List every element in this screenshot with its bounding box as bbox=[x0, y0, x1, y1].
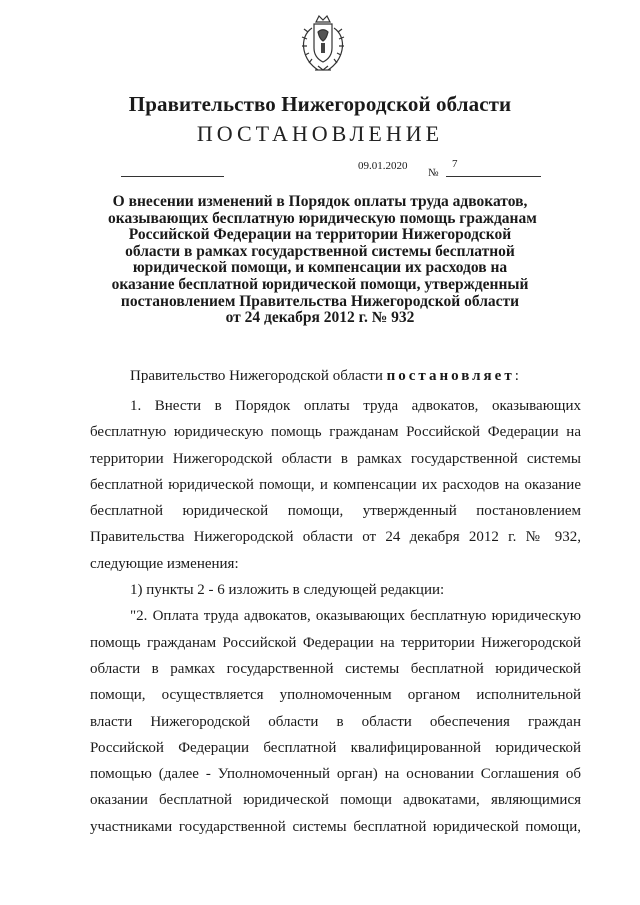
title-line: оказывающих бесплатную юридическую помощь гражданам bbox=[108, 209, 537, 227]
title-line: юридической помощи, и компенсации их расходов на bbox=[132, 259, 508, 277]
title-line: области в рамках государственной системы бесплатной bbox=[125, 242, 515, 260]
paragraph-1-line: бесплатную юридическую помощь гражданам Российской Федерации на bbox=[90, 424, 581, 441]
paragraph-3-line: "2. Оплата труда адвокатов, оказывающих бесплатную юридическую bbox=[130, 608, 581, 625]
resolves-word: постановляет bbox=[386, 368, 515, 384]
coat-of-arms-icon bbox=[298, 12, 348, 74]
title-line: постановлением Правительства Нижегородской области bbox=[120, 292, 520, 310]
paragraph-1-line: бесплатной юридической помощи, утвержденный постановлением bbox=[90, 503, 581, 520]
organization-name: Правительство Нижегородской области bbox=[128, 92, 512, 116]
paragraph-3-line: участниками государственной системы бесплатной юридической помощи, bbox=[90, 818, 581, 835]
document-body bbox=[90, 393, 581, 840]
paragraph-1-line: 1. Внести в Порядок оплаты труда адвокатов, оказывающих bbox=[130, 398, 581, 414]
resolution-intro bbox=[130, 368, 519, 385]
title-line: О внесении изменений в Порядок оплаты труда адвокатов, bbox=[112, 193, 528, 210]
paragraph-3-line: оказании бесплатной юридической помощи адвокатами, являющимися bbox=[90, 792, 581, 809]
paragraph-3-line: помощи, осуществляется уполномоченным органом исполнительной bbox=[90, 687, 581, 704]
title-line: от 24 декабря 2012 г. № 932 bbox=[225, 309, 415, 327]
document-title bbox=[108, 193, 537, 327]
intro-colon: : bbox=[514, 368, 519, 384]
paragraph-1-line: бесплатной юридической помощи, и компенсации их расходов на оказание bbox=[90, 476, 581, 493]
signature-line-right bbox=[446, 176, 541, 177]
paragraph-3-line: области в рамках государственной системы бесплатной юридической bbox=[90, 660, 581, 677]
paragraph-2-line: 1) пункты 2 - 6 изложить в следующей редакции: bbox=[130, 582, 445, 599]
paragraph-1-line: следующие изменения: bbox=[90, 555, 239, 572]
document-number: 7 bbox=[452, 158, 458, 170]
title-line: оказание бесплатной юридической помощи, утвержденный bbox=[111, 275, 529, 293]
intro-text: Правительство Нижегородской области bbox=[130, 368, 387, 384]
document-type: ПОСТАНОВЛЕНИЕ bbox=[196, 121, 444, 146]
number-sign: № bbox=[428, 167, 439, 179]
document-date: 09.01.2020 bbox=[358, 160, 408, 172]
signature-line-left bbox=[121, 176, 224, 177]
paragraph-1-line: Правительства Нижегородской области от 24 декабря 2012 г. № 932, bbox=[90, 529, 581, 546]
paragraph-3-line: власти Нижегородской области в области обеспечения граждан bbox=[90, 713, 581, 730]
title-line: Российской Федерации на территории Нижегородской bbox=[128, 226, 512, 244]
paragraph-3-line: помощь гражданам Российской Федерации на территории Нижегородской bbox=[90, 634, 581, 651]
paragraph-3-line: помощью (далее - Уполномоченный орган) на основании Соглашения об bbox=[90, 766, 581, 783]
paragraph-3-line: Российской Федерации бесплатной квалифицированной юридической bbox=[90, 739, 581, 756]
paragraph-1-line: территории Нижегородской области в рамках государственной системы bbox=[90, 450, 581, 467]
